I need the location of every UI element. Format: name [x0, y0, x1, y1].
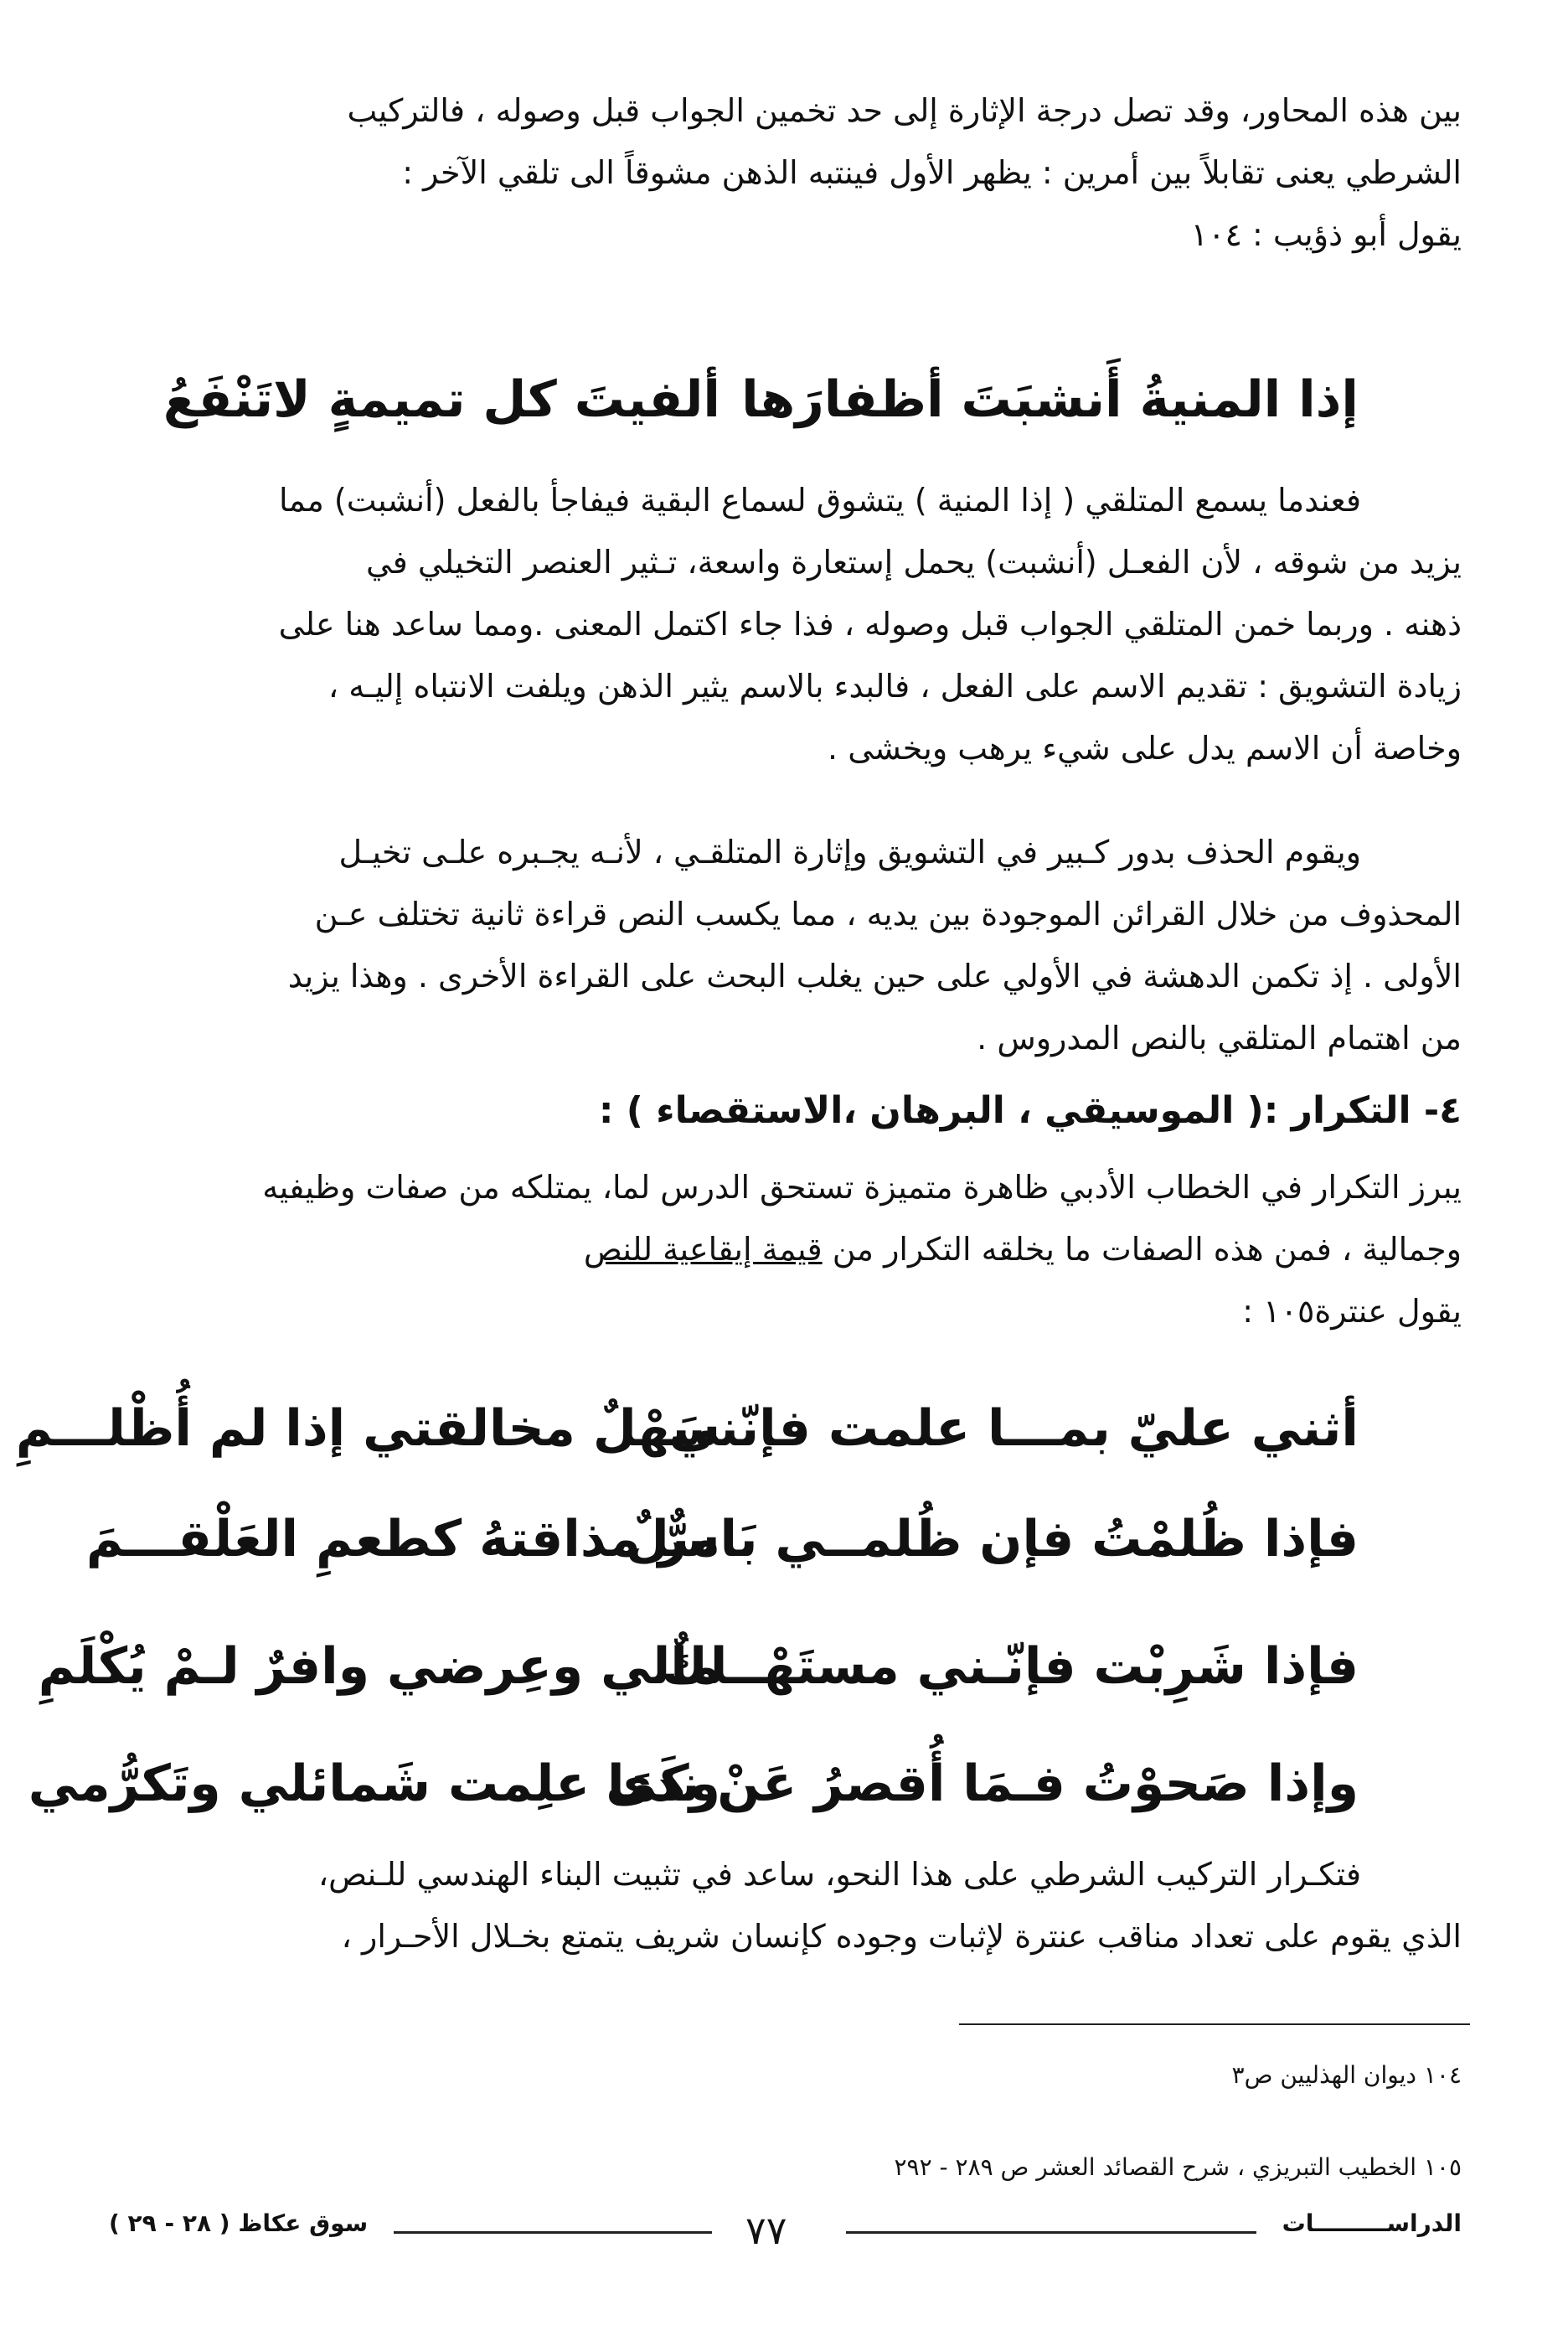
paragraph-analysis	[126, 469, 1462, 779]
text-line: يقول أبو ذؤيب : ١٠٤	[1190, 216, 1462, 253]
paragraph-ellipsis	[126, 821, 1462, 1069]
paragraph-conclusion	[126, 1843, 1462, 1967]
verse-hemistich-left: سَهْلٌ مخالقتي إذا لم أُظْلـــمِ	[15, 1399, 720, 1458]
footnote-divider	[959, 2023, 1470, 2025]
verse-hemistich-left: وكَمَا علِمت شَمائلي وتَكرُّمي	[28, 1754, 720, 1813]
section-label: الدراســـــــــات	[1282, 2209, 1462, 2237]
verse-hemistich-right: أثني عليّ بمـــا علمت فإنّني	[668, 1399, 1359, 1458]
text-line: وخاصة أن الاسم يدل على شيء يرهب ويخشى .	[828, 730, 1462, 767]
section-heading: ٤- التكرار :( الموسيقي ، البرهان ،الاستقصاء ) :	[598, 1089, 1462, 1132]
footnote-104: ١٠٤ ديوان الهذليين ص٣	[1231, 2061, 1462, 2089]
text-line: يزيد من شوقه ، لأن الفعـل (أنشبت) يحمل إستعارة واسعة، تـثير العنصر التخيلي في	[365, 544, 1462, 581]
paragraph-intro	[126, 80, 1462, 266]
verse-hemistich-left: ألفيتَ كل تميمةٍ لاتَنْفَعُ	[162, 370, 720, 429]
text-line: الأولى . إذ تكمن الدهشة في الأولي على حين يغلب البحث على القراءة الأخرى . وهذا يزيد	[287, 958, 1462, 995]
verse-hemistich-left: مالي وعِرضي وافرٌ لـمْ يُكْلَمِ	[38, 1637, 720, 1696]
journal-name: سوق عكاظ ( ٢٨ - ٢٩ )	[109, 2209, 369, 2237]
text-line: زيادة التشويق : تقديم الاسم على الفعل ، فالبدء بالاسم يثير الذهن ويلفت الانتباه إليـه ،	[328, 668, 1462, 705]
text-line	[126, 1218, 1462, 1280]
verse-hemistich-right: فإذا ظُلمْتُ فإن ظُلمــي بَاسلٌ	[625, 1510, 1359, 1568]
text-line: من اهتمام المتلقي بالنص المدروس .	[977, 1020, 1462, 1057]
text-line: يبرز التكرار في الخطاب الأدبي ظاهرة متميزة تستحق الدرس لما، يمتلكه من صفات وظيفيه	[262, 1169, 1462, 1206]
text-segment: وجمالية ، فمن هذه الصفات ما يخلقه التكرار من	[832, 1231, 1462, 1268]
verse-hemistich-right: فإذا شَرِبْت فإنّـني مستَهْــلكٌ	[662, 1637, 1359, 1696]
verse-hemistich-left: مرٌّ مذاقتهُ كطعمِ العَلْقـــمَ	[85, 1510, 720, 1568]
text-line: فتكـرار التركيب الشرطي على هذا النحو، ساعد في تثبيت البناء الهندسي للـنص،	[317, 1856, 1361, 1893]
page-footer	[0, 2208, 1568, 2258]
paragraph-repetition	[126, 1156, 1462, 1342]
text-line: ويقوم الحذف بدور كـبير في التشويق وإثارة المتلقـي ، لأنـه يجـبره علـى تخيـل	[338, 834, 1361, 871]
text-line: يقول عنترة١٠٥ :	[1242, 1293, 1462, 1330]
footer-rule-right	[846, 2231, 1256, 2234]
footnote-105: ١٠٥ الخطيب التبريزي ، شرح القصائد العشر ص ٢٨٩ - ٢٩٢	[894, 2153, 1462, 2181]
footer-rule-left	[394, 2231, 712, 2234]
text-line: فعندما يسمع المتلقي ( إذا المنية ) يتشوق لسماع البقية فيفاجأ بالفعل (أنشبت) مما	[278, 482, 1361, 519]
page-number: ٧٧	[745, 2208, 787, 2253]
text-line: المحذوف من خلال القرائن الموجودة بين يديه ، مما يكسب النص قراءة ثانية تختلف عـن	[314, 896, 1462, 933]
text-line: ذهنه . وربما خمن المتلقي الجواب قبل وصوله ، فذا جاء اكتمل المعنى .ومما ساعد هنا على	[278, 606, 1462, 643]
text-line: بين هذه المحاور، وقد تصل درجة الإثارة إلى حد تخمين الجواب قبل وصوله ، فالتركيب	[347, 92, 1462, 129]
verse-hemistich-right: إذا المنيةُ أَنشبَتَ أظفارَها	[741, 370, 1359, 429]
text-line: الذي يقوم على تعداد مناقب عنترة لإثبات وجوده كإنسان شريف يتمتع بخـلال الأحـرار ،	[341, 1918, 1462, 1955]
verse-hemistich-right: وإذا صَحوْتُ فـمَا أُقصرُ عَنْ ندى	[606, 1754, 1359, 1813]
text-line: الشرطي يعنى تقابلاً بين أمرين : يظهر الأول فينتبه الذهن مشوقاً الى تلقي الآخر :	[402, 154, 1462, 191]
underlined-phrase: قيمة إيقاعية للنص	[583, 1231, 823, 1268]
